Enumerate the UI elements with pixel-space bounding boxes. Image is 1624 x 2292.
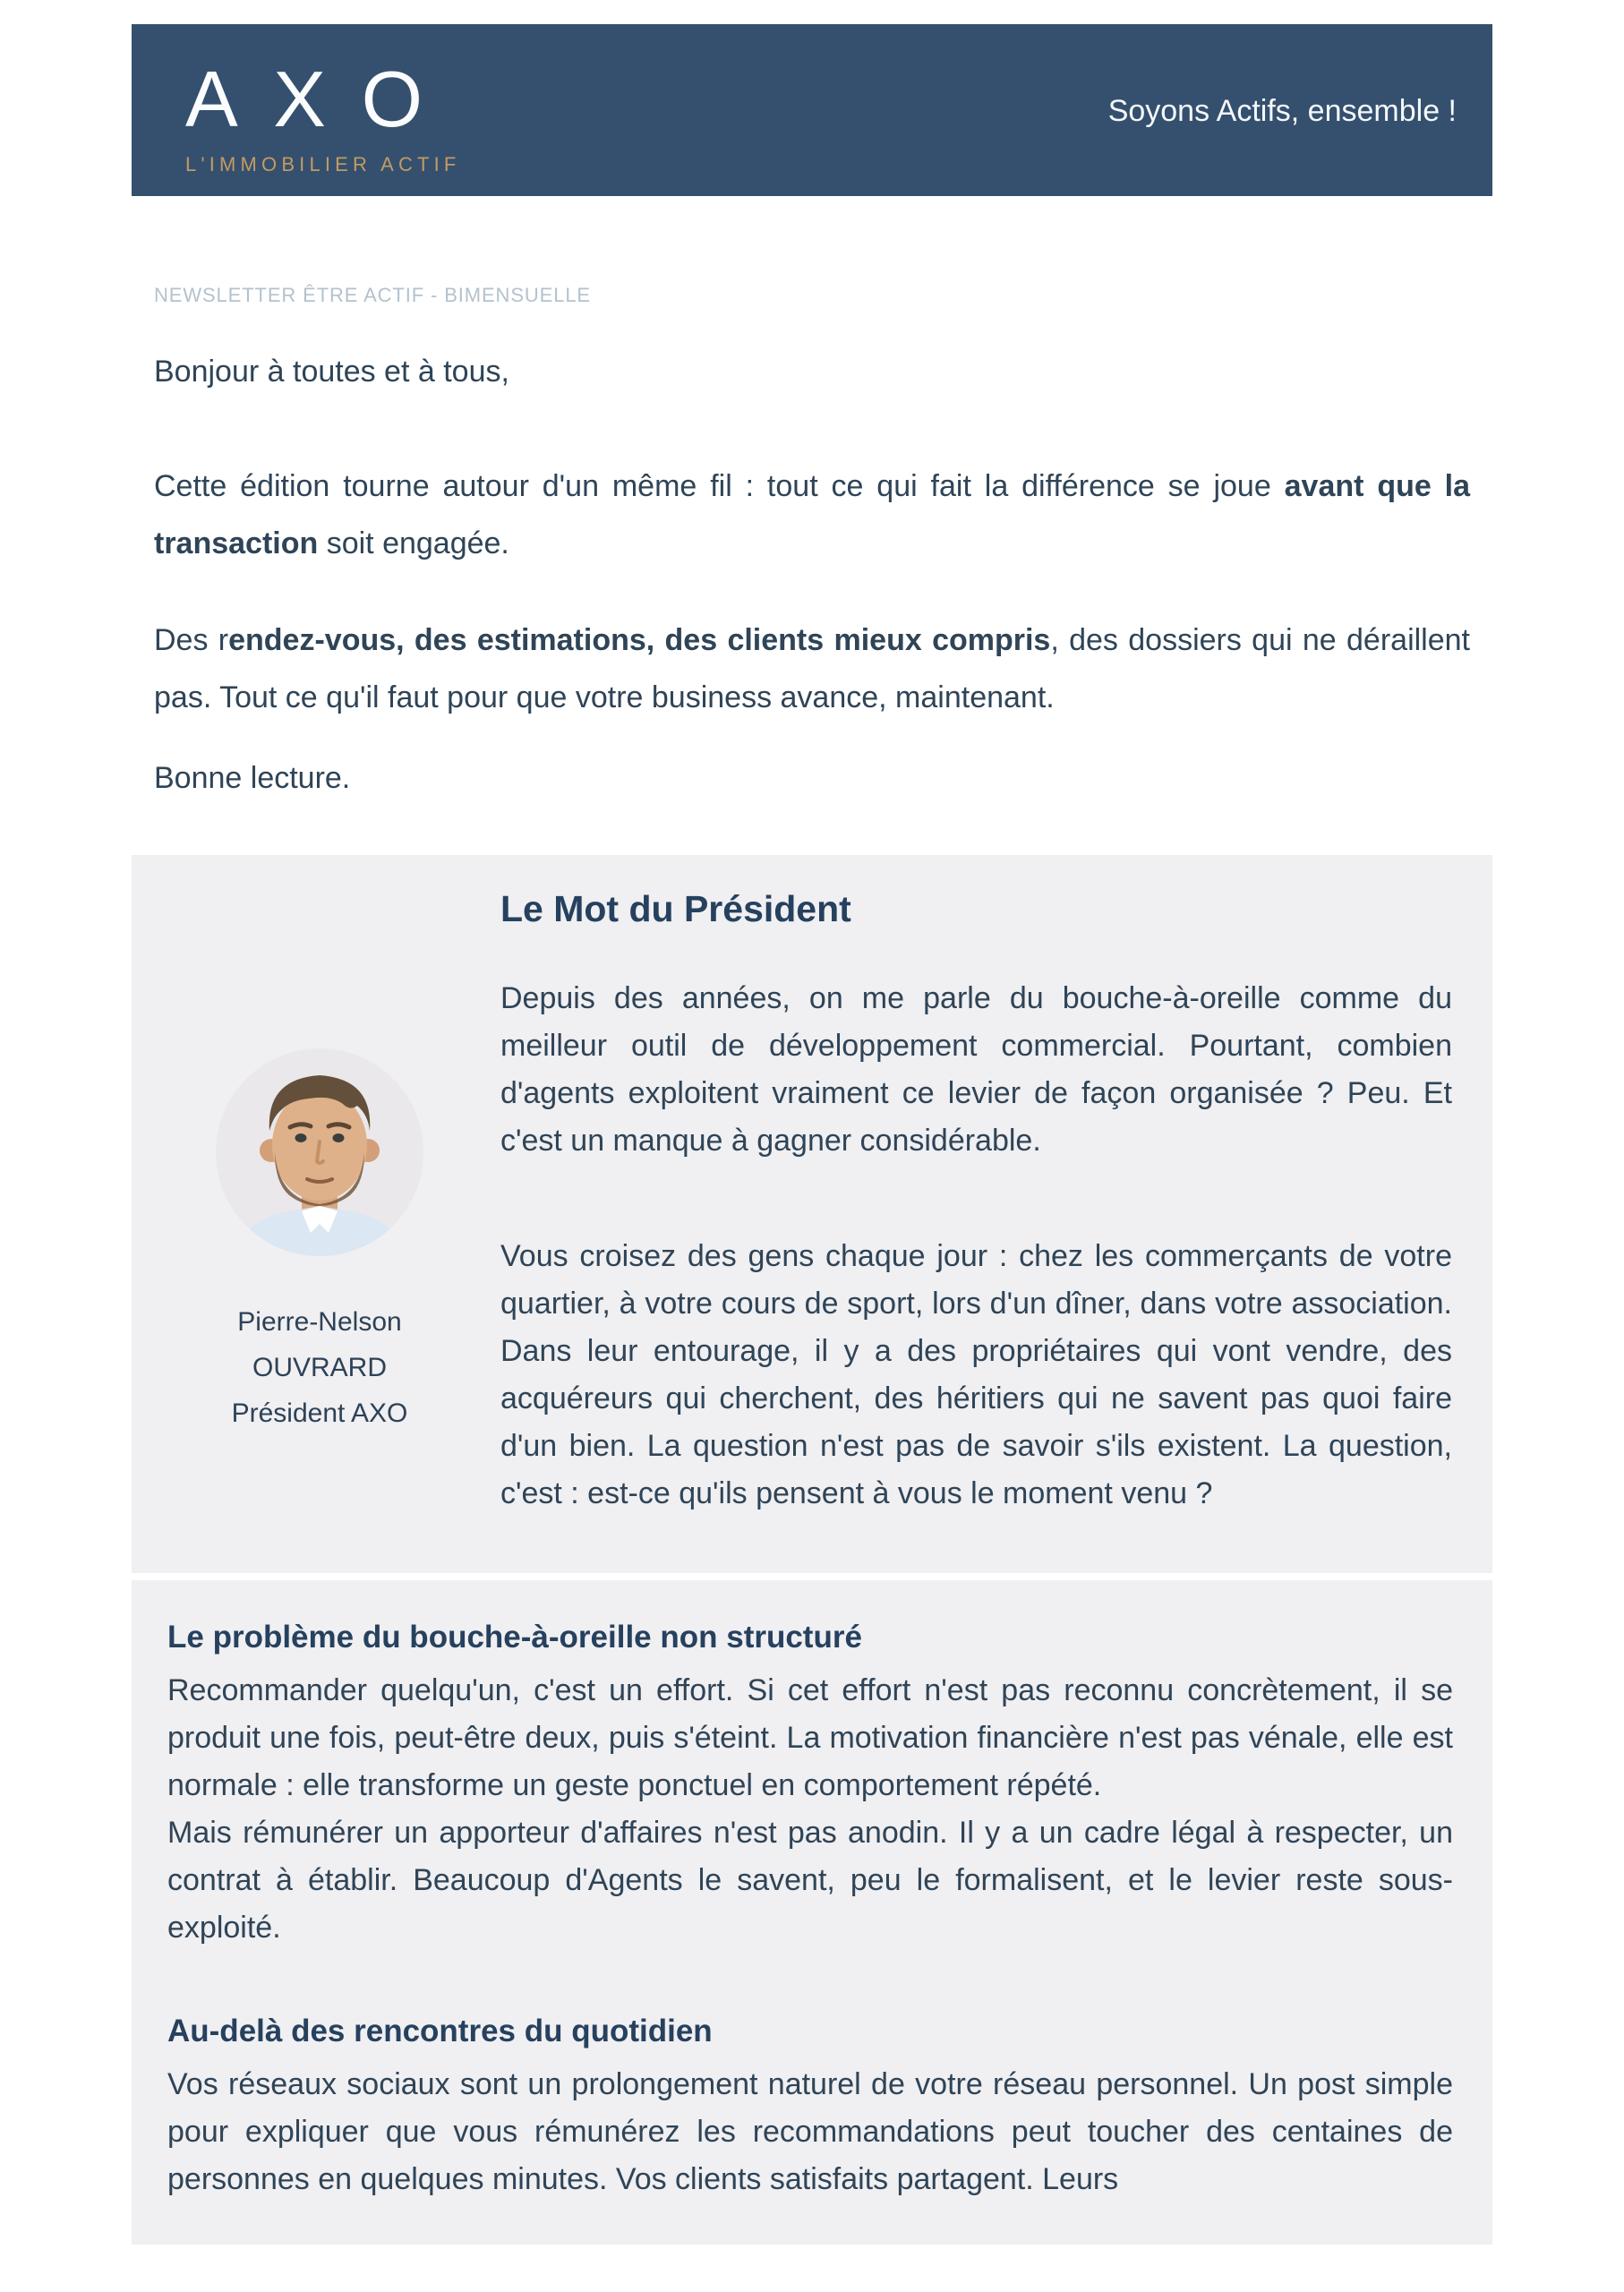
intro-paragraph-2: Des rendez-vous, des estimations, des clients mieux compris, des dossiers qui ne déraillent pas. Tout ce qu'il faut pour que votre business avance, maintenant. [154,623,1470,714]
president-section [132,855,1492,1573]
header-tagline: Soyons Actifs, ensemble ! [1107,94,1457,128]
brand-logo [185,24,461,176]
article-paragraph-1: Recommander quelqu'un, c'est un effort. Si cet effort n'est pas reconnu concrètement, il se produit une fois, peut-être deux, puis s'éteint. La motivation financière n'est pas vénale, elle est normale : elle transforme un geste ponctuel en comportement répété. [167,1673,1453,1802]
president-paragraph-1: Depuis des années, on me parle du bouche-à-oreille comme du meilleur outil de développement commercial. Pourtant, combien d'agents exploitent vraiment ce levier de façon organisée ? Peu. Et c'est un manque à gagner considérable. [500,981,1452,1158]
caption-lastname: OUVRARD [252,1353,387,1382]
president-photo-column [172,887,467,1436]
logo-axo-text: AXO [185,55,458,143]
president-text-column [467,887,1452,1518]
caption-firstname: Pierre-Nelson [237,1307,402,1337]
intro-paragraph-1: Cette édition tourne autour d'un même fil : tout ce qui fait la différence se joue avant que la transaction soit engagée. [154,469,1470,560]
greeting-text: Bonjour à toutes et à tous, [154,355,509,389]
intro-block [132,284,1492,796]
closing-text: Bonne lecture. [154,761,351,795]
email-content [132,24,1492,2245]
photo-caption [172,1299,467,1436]
newsletter-kicker: NEWSLETTER ÊTRE ACTIF - BIMENSUELLE [154,284,591,306]
header-banner [132,24,1492,196]
article-heading-1: Le problème du bouche-à-oreille non structuré [167,1620,862,1655]
article-heading-2: Au-delà des rencontres du quotidien [167,2014,713,2048]
avatar-portrait-image [216,1048,423,1256]
president-section-title: Le Mot du Président [500,888,851,929]
president-paragraph-2: Vous croisez des gens chaque jour : chez les commerçants de votre quartier, à votre cours de sport, lors d'un dîner, dans votre association. Dans leur entourage, il y a des propriétaires qui vont vendre, des acquéreurs qui cherchent, des héritiers qui ne savent pas quoi faire d'un bien. La question n'est pas de savoir s'ils existent. La question, c'est : est-ce qu'ils pensent à vous le moment venu ? [500,1239,1452,1510]
article-paragraph-3: Vos réseaux sociaux sont un prolongement naturel de votre réseau personnel. Un post simple pour expliquer que vous rémunérez les recommandations peut toucher des centaines de personnes en quelques minutes. Vos clients satisfaits partagent. Leurs [167,2067,1453,2196]
logo-subtitle: L'IMMOBILIER ACTIF [185,153,461,175]
article-paragraph-2: Mais rémunérer un apporteur d'affaires n'est pas anodin. Il y a un cadre légal à respecter, un contrat à établir. Beaucoup d'Agents le savent, peu le formalisent, et le levier reste sous-exploité. [167,1816,1453,1945]
caption-role: Président AXO [231,1398,408,1428]
president-photo [216,1048,423,1256]
article-section [132,1580,1492,2245]
